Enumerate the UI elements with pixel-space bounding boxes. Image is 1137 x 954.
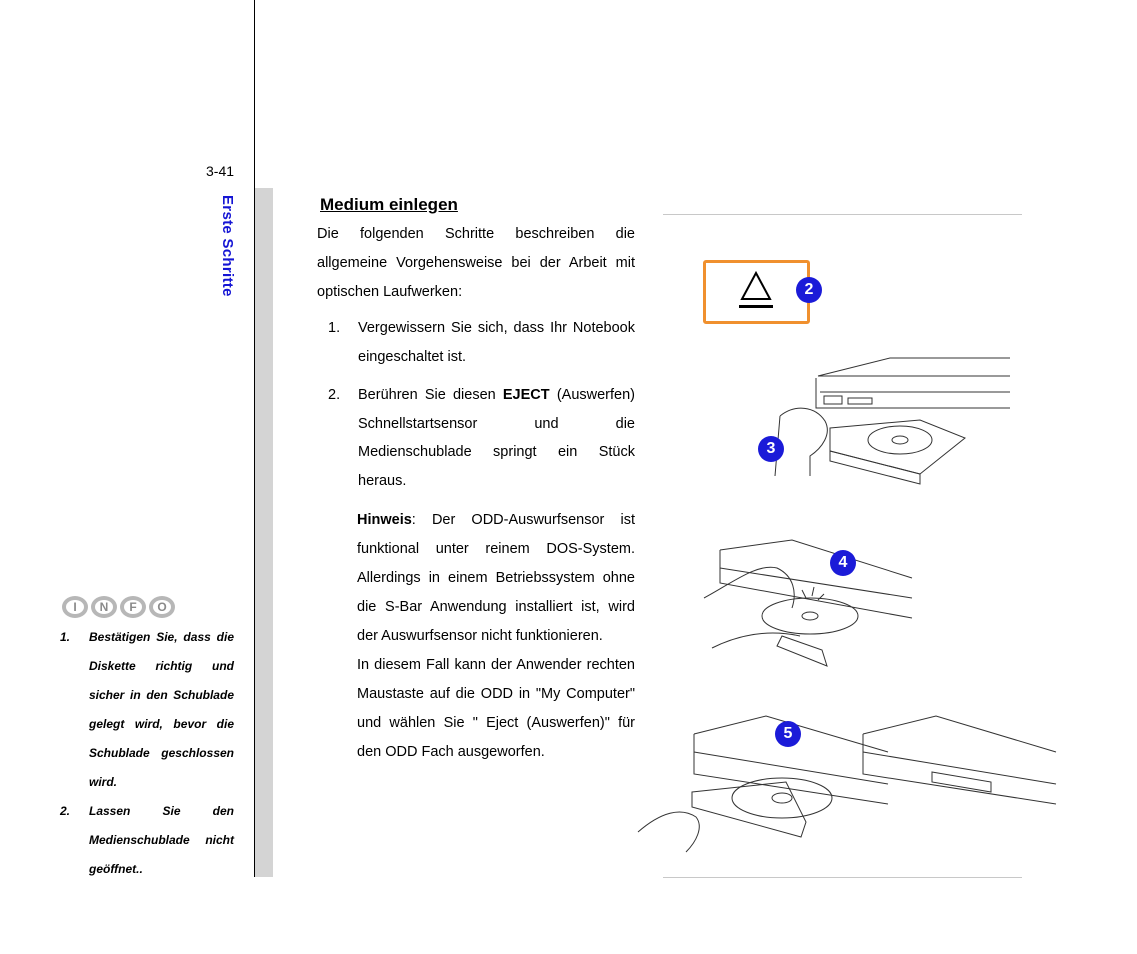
step-text: Berühren Sie diesen EJECT (Auswerfen) Schnellstartsensor und die Medienschublade springt ein Stück heraus. bbox=[358, 387, 635, 489]
eject-keyword: EJECT bbox=[502, 387, 550, 403]
info-list bbox=[60, 623, 234, 884]
notebook-close-drive-illustration bbox=[636, 712, 1061, 862]
info-logo-circle: O bbox=[149, 596, 175, 618]
intro-paragraph: Die folgenden Schritte beschreiben die allgemeine Vorgehensweise bei der Arbeit mit optischen Laufwerken: bbox=[317, 226, 635, 300]
info-logo-circle: F bbox=[120, 596, 146, 618]
step-badge: 2 bbox=[796, 277, 822, 303]
chapter-title: Erste Schritte bbox=[219, 195, 236, 297]
figure-bottom-rule bbox=[663, 877, 1022, 878]
hint-label: Hinweis bbox=[357, 512, 412, 528]
list-item bbox=[328, 381, 635, 495]
info-logo-circle: I bbox=[62, 596, 88, 618]
notebook-drive-opening-illustration bbox=[770, 356, 1015, 491]
info-item bbox=[60, 797, 234, 884]
hint-paragraph: Hinweis: Der ODD-Auswurfsensor ist funktional unter reinem DOS-System. Allerdings in einem Betriebssystem ohne die S-Bar Anwendung installiert ist, wird der Auswurfsensor nicht funktionieren. bbox=[357, 512, 635, 644]
step-text: Vergewissern Sie sich, dass Ihr Notebook eingeschaltet ist. bbox=[358, 320, 635, 365]
step-number: 2. bbox=[328, 387, 341, 403]
eject-button-figure bbox=[703, 260, 810, 324]
figure-top-rule bbox=[663, 214, 1022, 215]
eject-icon bbox=[706, 263, 807, 321]
step-list bbox=[328, 314, 635, 495]
info-item-number: 1. bbox=[60, 630, 71, 644]
info-item-number: 2. bbox=[60, 804, 71, 818]
info-logo-circle: N bbox=[91, 596, 117, 618]
step-badge: 3 bbox=[758, 436, 784, 462]
step-badge: 4 bbox=[830, 550, 856, 576]
step-number: 1. bbox=[328, 320, 341, 336]
info-item bbox=[60, 623, 234, 797]
step-badge: 5 bbox=[775, 721, 801, 747]
info-item-text: Lassen Sie den Medienschublade nicht geöffnet.. bbox=[89, 804, 234, 876]
margin-gray-bar bbox=[255, 188, 273, 877]
hint-block bbox=[357, 506, 635, 767]
info-logo bbox=[62, 596, 175, 618]
page-number: 3-41 bbox=[206, 163, 235, 179]
info-item-text: Bestätigen Sie, dass die Diskette richtig und sicher in den Schublade gelegt wird, bevor die Schublade geschlossen wird. bbox=[89, 630, 234, 789]
hint-paragraph-2: In diesem Fall kann der Anwender rechten Maustaste auf die ODD in "My Computer" und wählen Sie " Eject (Auswerfen)" für den ODD Fach ausgeworfen. bbox=[357, 657, 635, 760]
notebook-insert-disc-illustration bbox=[702, 538, 917, 673]
list-item bbox=[328, 314, 635, 371]
section-heading: Medium einlegen bbox=[320, 195, 458, 214]
